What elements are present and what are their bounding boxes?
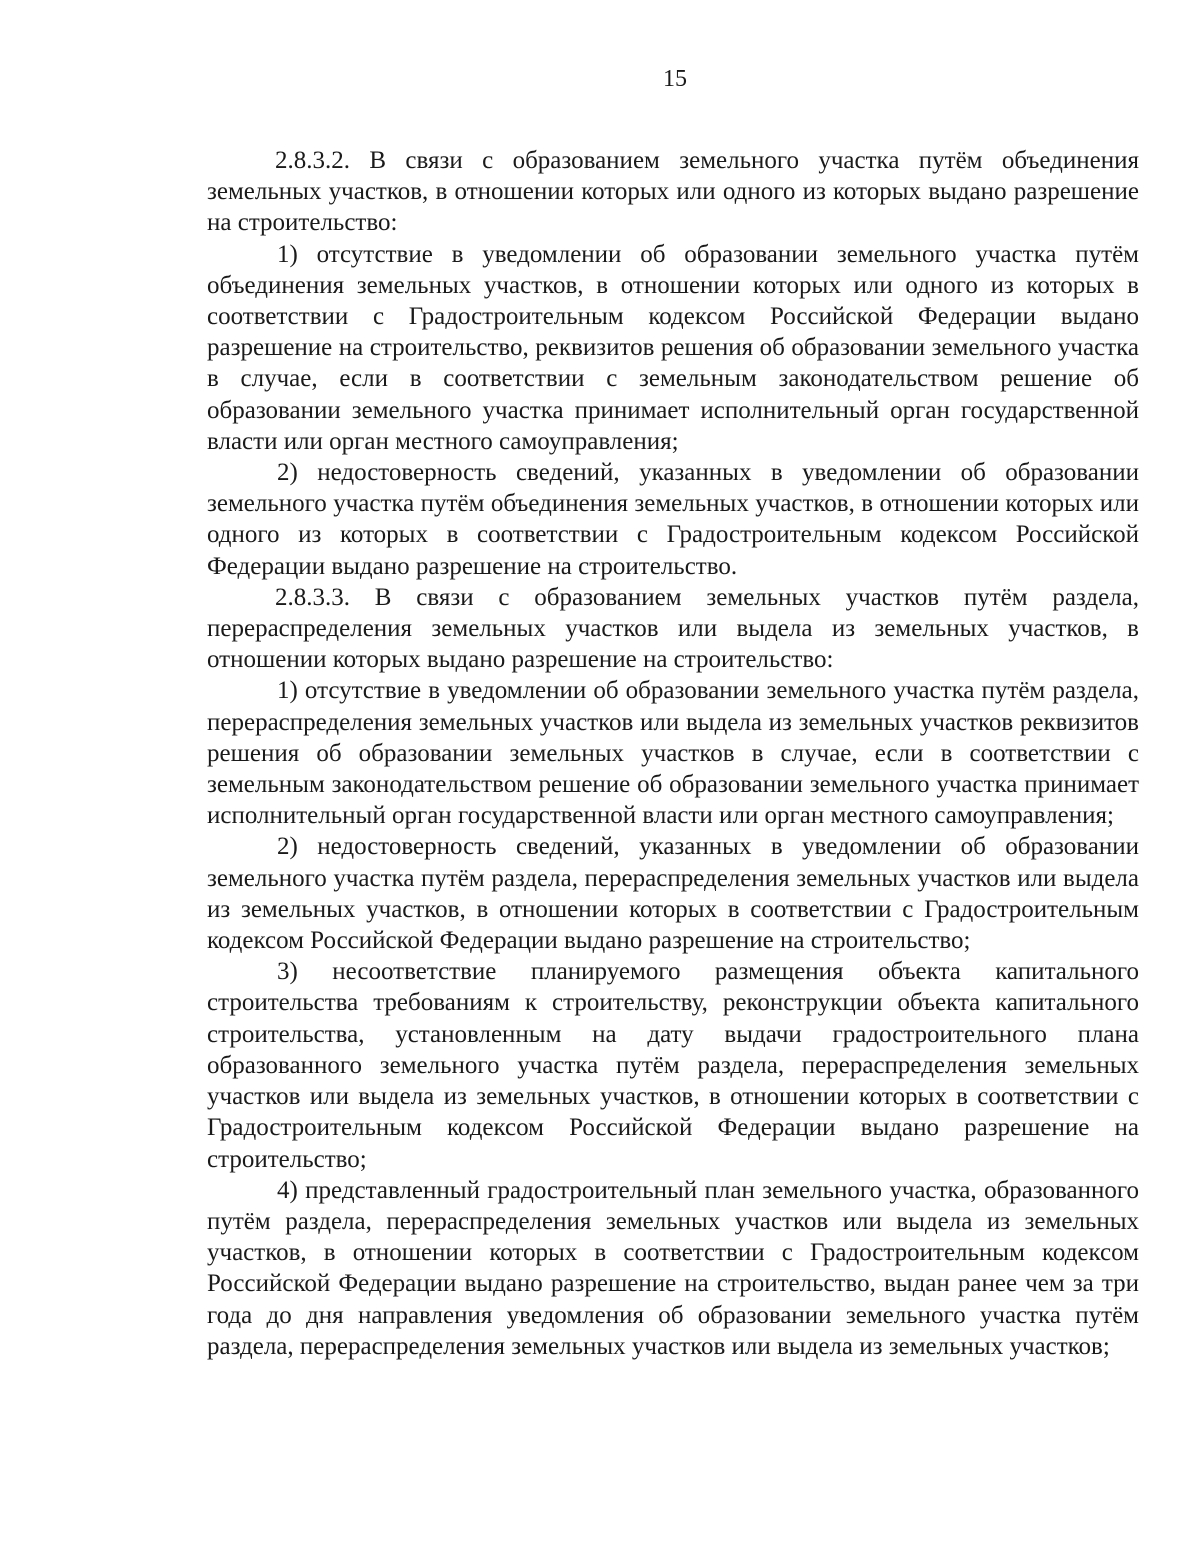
section-paragraph-2-8-3-3: 2.8.3.3. В связи с образованием земельных участков путём раздела, перераспределения земельных участков или выдела из земельных участков, в отношении которых выдано разрешение на строительство: — [207, 583, 1139, 674]
list-item: 1) отсутствие в уведомлении об образовании земельного участка путём объединения земельных участков, в отношении которых или одного из которых в соответствии с Градостроительным кодексом Российской Федерации выдано разрешение на строительство, реквизитов решения об образовании земельного участка в случае, если в соответствии с земельным законодательством решение об образовании земельного участка принимает исполнительный орган государственной власти или орган местного самоуправления; — [207, 240, 1139, 455]
document-body — [207, 145, 1139, 1362]
list-item: 2) недостоверность сведений, указанных в уведомлении об образовании земельного участка путём раздела, перераспределения земельных участков или выдела из земельных участков, в отношении которых в соответствии с Градостроительным кодексом Российской Федерации выдано разрешение на строительство; — [207, 833, 1139, 955]
list-item: 4) представленный градостроительный план земельного участка, образованного путём раздела, перераспределения земельных участков или выдела из земельных участков, в отношении которых в соответствии с Градостроительным кодексом Российской Федерации выдано разрешение на строительство, выдан ранее чем за три года до дня направления уведомления об образовании земельного участка путём раздела, перераспределения земельных участков или выдела из земельных участков; — [207, 1176, 1139, 1360]
list-item: 3) несоответствие планируемого размещения объекта капитального строительства требованиям к строительству, реконструкции объекта капитального строительства, установленным на дату выдачи градостроительного плана образованного земельного участка путём раздела, перераспределения земельных участков или выдела из земельных участков, в отношении которых в соответствии с Градостроительным кодексом Российской Федерации выдано разрешение на строительство; — [207, 958, 1139, 1173]
section-paragraph-2-8-3-2: 2.8.3.2. В связи с образованием земельного участка путём объединения земельных участков, в отношении которых или одного из которых выдано разрешение на строительство: — [207, 147, 1139, 237]
list-item: 2) недостоверность сведений, указанных в уведомлении об образовании земельного участка путём объединения земельных участков, в отношении которых или одного из которых в соответствии с Градостроительным кодексом Российской Федерации выдано разрешение на строительство. — [207, 459, 1139, 580]
page-number: 15 — [663, 66, 687, 92]
list-item: 1) отсутствие в уведомлении об образовании земельного участка путём раздела, перераспределения земельных участков или выдела из земельных участков реквизитов решения об образовании земельных участков в случае, если в соответствии с земельным законодательством решение об образовании земельного участка принимает исполнительный орган государственной власти или орган местного самоуправления; — [207, 677, 1139, 830]
